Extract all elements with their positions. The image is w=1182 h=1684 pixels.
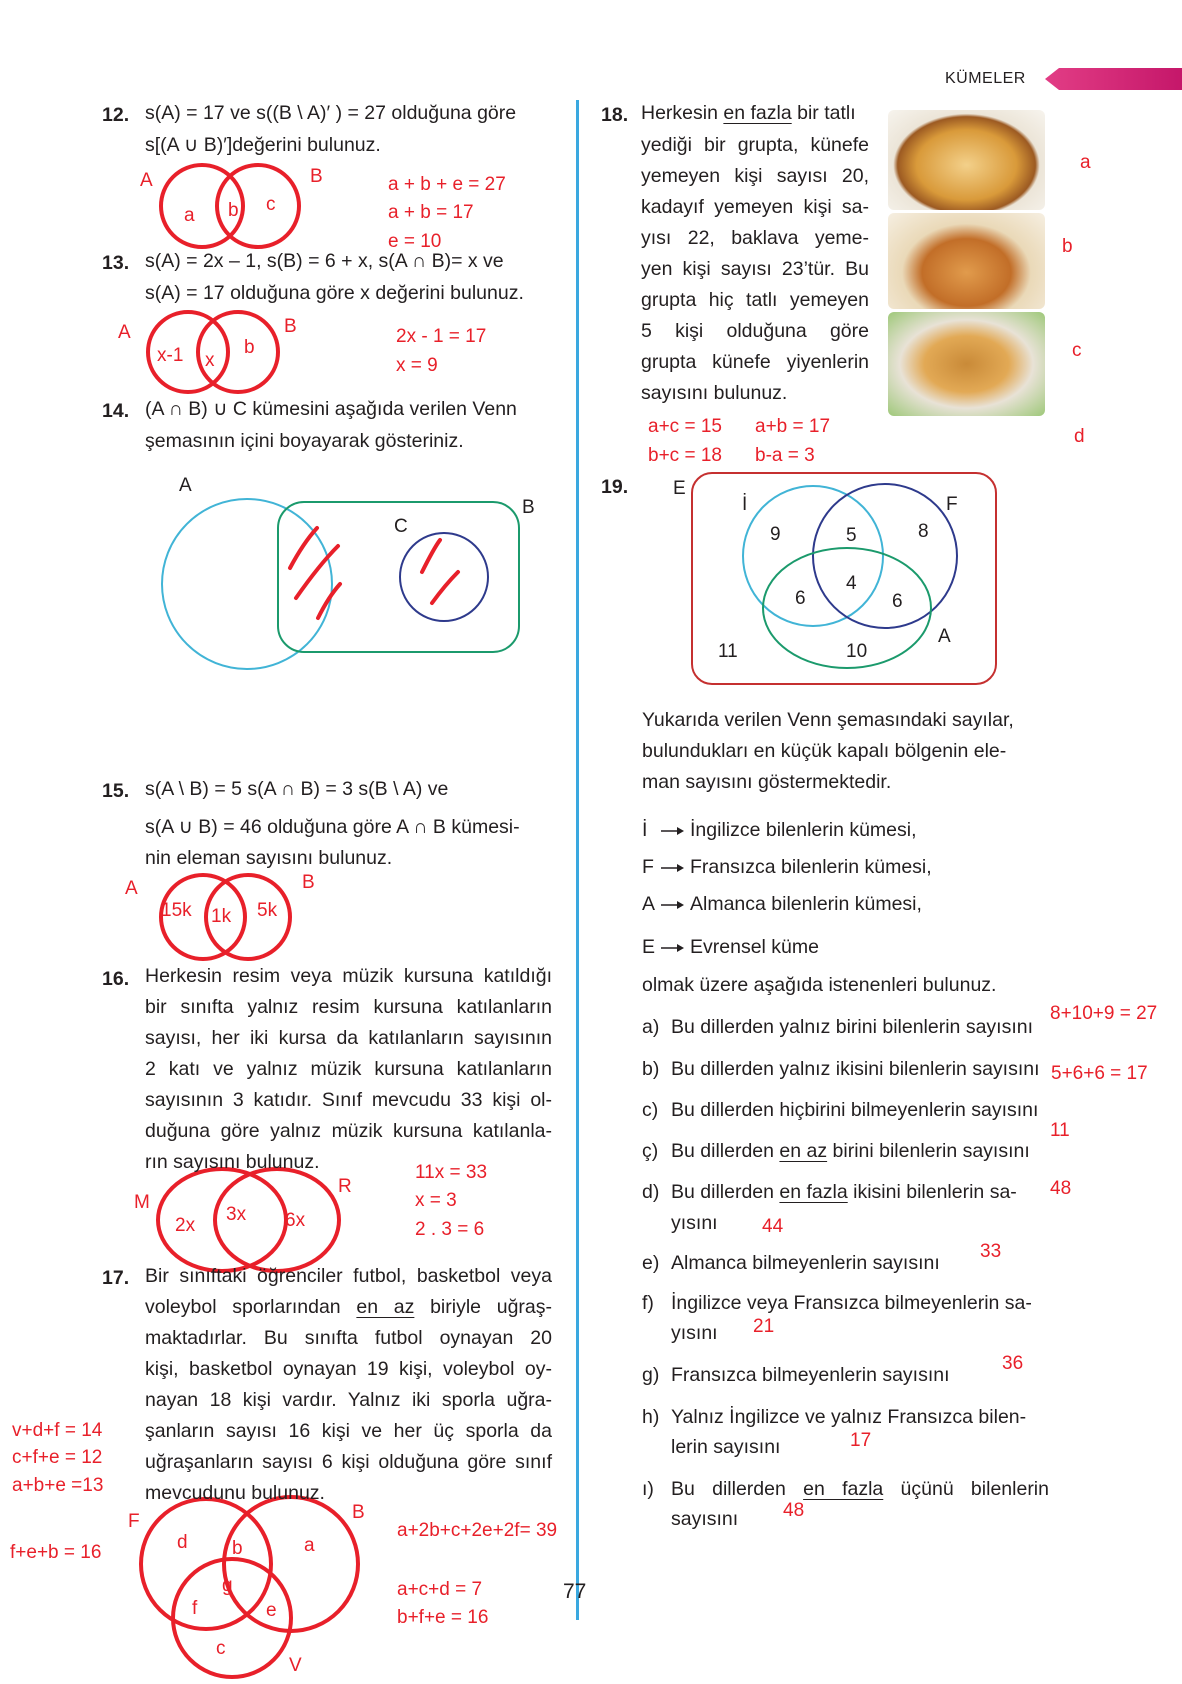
q12-hw-eq2: a + b = 17: [388, 202, 474, 223]
q19-item-h-line2: lerin sayısını: [671, 1436, 781, 1458]
q19-item-a-label: a): [642, 1016, 660, 1038]
q18-hw-eq1: a+c = 15: [648, 416, 722, 437]
q12-hw-region-a: a: [184, 205, 195, 226]
q17-hw-side-eq3: a+b+e =13: [12, 1475, 104, 1496]
definition-arrows: [661, 827, 684, 952]
q18-hw-mark-c: c: [1072, 340, 1082, 361]
q12-text-line1: s(A) = 17 ve s((B \ A)′ ) = 27 olduğuna göre: [145, 102, 517, 124]
q16-hw-region-2: 3x: [226, 1204, 247, 1225]
q19-label-set-f: F: [946, 494, 958, 515]
section-title: KÜMELER: [945, 70, 1026, 87]
q19-item-f-line1: İngilizce veya Fransızca bilmeyenlerin sa-: [671, 1292, 1032, 1314]
q17-hw-side-eq4: f+e+b = 16: [10, 1542, 102, 1563]
q16-text-line: rın sayısını bulunuz.: [145, 1151, 320, 1173]
q19-item-d-answer2: 44: [762, 1216, 784, 1237]
q19-value-all: 4: [846, 573, 857, 594]
q19-def-symbol: A: [642, 893, 656, 915]
q19-def-text: Almanca bilenlerin kümesi,: [690, 893, 922, 915]
q16-hw-eq3: 2 . 3 = 6: [415, 1219, 485, 1240]
q13-hw-set-a: A: [118, 322, 131, 343]
q13-hw-region-2: x: [205, 350, 215, 371]
q19-item-d-text: Bu dillerden en fazla ikisini bilenlerin sa-: [671, 1181, 1017, 1203]
q12-hw-eq3: e = 10: [388, 231, 442, 252]
q17-hw-eq1: a+2b+c+2e+2f= 39: [397, 1520, 558, 1541]
q15-hw-region-2: 1k: [211, 906, 232, 927]
q14-text-line2: şemasının içini boyayarak gösteriniz.: [145, 430, 464, 452]
q16-hw-region-3: 6x: [285, 1210, 306, 1231]
q18-text-line: yemeyen kişi sayısı 20,: [641, 165, 869, 187]
q19-desc-line2: bulundukları en küçük kapalı bölgenin ele-: [642, 740, 1007, 762]
q19-value-f-only: 8: [918, 521, 929, 542]
q17-text-line: voleybol sporlarından en az biriyle uğraş-: [145, 1296, 552, 1318]
q19-item-c-label: c): [642, 1099, 659, 1121]
q19-value-a-only: 10: [846, 641, 868, 662]
q19-value-outside: 11: [718, 641, 738, 662]
q19-value-i-a: 6: [795, 588, 806, 609]
q19-label-set-i: İ: [742, 494, 748, 515]
q19-item-cc-text: Bu dillerden en az birini bilenlerin sayısını: [671, 1140, 1030, 1162]
q18-hw-eq3: b+c = 18: [648, 445, 722, 466]
q13-hw-region-3: b: [244, 337, 255, 358]
q19-item-d-label: d): [642, 1181, 660, 1203]
q17-text-line: Bir sınıftaki öğrenciler futbol, basketbol veya: [145, 1265, 552, 1287]
q19-item-h-line1: Yalnız İngilizce ve yalnız Fransızca bilen-: [671, 1406, 1027, 1428]
q19-item-cc-label: ç): [642, 1140, 659, 1162]
q17-hw-region-c: c: [216, 1638, 226, 1659]
q13-hw-region-1: x-1: [157, 345, 184, 366]
q17-hw-set-b: B: [352, 1502, 365, 1523]
q19-def-text: Evrensel küme: [690, 936, 819, 958]
q13-hw-eq1: 2x - 1 = 17: [396, 326, 487, 347]
q19-item-a-answer: 8+10+9 = 27: [1050, 1003, 1158, 1024]
q19-underline-en-az: en az: [779, 1140, 828, 1162]
q19-label-set-a: A: [938, 626, 951, 647]
q17-hw-set-v: V: [289, 1655, 302, 1676]
q17-hw-region-g: g: [222, 1575, 233, 1596]
q18-text: [641, 130, 869, 409]
q17-text-line: şanların sayısı 16 kişi ve her üç sporla da: [145, 1420, 552, 1442]
q18-hw-eq4: b-a = 3: [755, 445, 815, 466]
q14-shading-strokes: [290, 528, 458, 618]
q18-text-line: grupta hiç tatlı yemeyen: [641, 289, 869, 311]
q19-item-h-label: h): [642, 1406, 660, 1428]
q18-text-line: grupta künefe yiyenlerin: [641, 351, 869, 373]
q18-text-line: yısı 22, baklava yeme-: [641, 227, 869, 249]
q18-text-line: sayısını bulunuz.: [641, 382, 788, 404]
q17-hw-region-a: a: [304, 1535, 315, 1556]
q19-item-f-label: f): [642, 1292, 654, 1314]
q18-text-line1: Herkesin en fazla bir tatlı: [641, 102, 856, 124]
q16-hw-set-m: M: [134, 1192, 150, 1213]
q13-hw-eq2: x = 9: [396, 355, 438, 376]
q16-number: 16.: [102, 968, 130, 990]
q16-text-line: sayısının 3 katıdır. Sınıf mevcudu 33 kişi ol-: [145, 1089, 552, 1111]
q19-item-i-label: ı): [642, 1478, 654, 1500]
q19-desc-line1: Yukarıda verilen Venn şemasındaki sayılar,: [642, 709, 1014, 731]
q19-value-i-only: 9: [770, 524, 781, 545]
q14-number: 14.: [102, 400, 130, 422]
q17-text-line: nayan 18 kişi vardır. Yalnız iki sporla uğra-: [145, 1389, 552, 1411]
q18-hw-mark-b: b: [1062, 236, 1073, 257]
q12-hw-eq1: a + b + e = 27: [388, 174, 506, 195]
q15-hw-region-3: 5k: [257, 900, 278, 921]
q17-text-line: maktadırlar. Bu sınıfta futbol oynayan 20: [145, 1327, 552, 1349]
q19-item-a-text: Bu dillerden yalnız birini bilenlerin sayısını: [671, 1016, 1034, 1038]
q19-item-i-line2: sayısını: [671, 1508, 739, 1530]
q19-def-symbol: F: [642, 856, 654, 878]
q16-text-line: bir sınıfta yalnız resim kursuna katılanların: [145, 996, 552, 1018]
kadayif-photo: [888, 312, 1045, 416]
q16-text-line: Herkesin resim veya müzik kursuna katıldığı: [145, 965, 552, 987]
q16-text-line: 2 katı ve yalnız müzik kursuna katılanların: [145, 1058, 552, 1080]
q13-text-line2: s(A) = 17 olduğuna göre x değerini bulunuz.: [145, 282, 524, 304]
q19-item-b-answer: 5+6+6 = 17: [1051, 1063, 1148, 1084]
kunefe-photo: [888, 110, 1045, 210]
q12-text-line2: s[(A ∪ B)′]değerini bulunuz.: [145, 134, 381, 156]
q19-item-i-answer: 48: [783, 1500, 805, 1521]
q15-text-line1: s(A \ B) = 5 s(A ∩ B) = 3 s(B \ A) ve: [145, 778, 449, 800]
q14-label-c: C: [394, 516, 408, 537]
q18-hw-eq2: a+b = 17: [755, 416, 831, 437]
q19-def-symbol: İ: [642, 819, 648, 841]
q18-text-line: yediği bir grupta, künefe: [641, 134, 869, 156]
q17-underline-en-az: en az: [356, 1296, 415, 1318]
q19-item-d-answer1: 48: [1050, 1178, 1072, 1199]
q17-hw-eq2: a+c+d = 7: [397, 1579, 483, 1600]
q19-def-text: Fransızca bilenlerin kümesi,: [690, 856, 932, 878]
q19-def-symbol: E: [642, 936, 656, 958]
q18-hw-mark-a: a: [1080, 152, 1091, 173]
q17-text-line: kişi, basketbol oynayan 19 kişi, voleybol oy-: [145, 1358, 552, 1380]
q19-item-h-answer: 17: [850, 1430, 872, 1451]
q16-text-line: sayısı, her iki kursa da katılanların sayısının: [145, 1027, 552, 1049]
q18-text-line: yen kişi sayısı 23’tür. Bu: [641, 258, 869, 280]
q19-item-g-text: Fransızca bilmeyenlerin sayısını: [671, 1364, 950, 1386]
q19-item-f-line2: yısını: [671, 1322, 718, 1344]
q19-underline-en-fazla-d: en fazla: [779, 1181, 848, 1203]
q16-hw-eq2: x = 3: [415, 1190, 457, 1211]
baklava-photo: [888, 213, 1045, 309]
q16-text-line: duğuna göre yalnız müzik kursuna katılanla-: [145, 1120, 552, 1142]
q19-item-d-line2: yısını: [671, 1212, 718, 1234]
q12-number: 12.: [102, 104, 130, 126]
q17-hw-eq3: b+f+e = 16: [397, 1607, 489, 1628]
q12-hw-set-a: A: [140, 170, 153, 191]
q19-item-b-label: b): [642, 1058, 660, 1080]
q15-hw-region-1: 15k: [161, 900, 192, 921]
q16-hw-set-r: R: [338, 1176, 352, 1197]
q14-label-b: B: [522, 497, 535, 518]
q15-text-line2: s(A ∪ B) = 46 olduğuna göre A ∩ B kümesi-: [145, 816, 520, 838]
q19-item-e-label: e): [642, 1252, 660, 1274]
q17-hw-side-eq1: v+d+f = 14: [12, 1420, 103, 1441]
q17-hw-side-eq2: c+f+e = 12: [12, 1447, 103, 1468]
q19-item-i-line1: Bu dillerden en fazla üçünü bilenlerin: [671, 1478, 1049, 1500]
q19-desc-line3: man sayısını göstermektedir.: [642, 771, 892, 793]
q14-set-c-circle: [400, 533, 488, 621]
q19-item-e-answer: 33: [980, 1241, 1002, 1262]
q19-def-text: İngilizce bilenlerin kümesi,: [690, 819, 917, 841]
q14-text-line1: (A ∩ B) ∪ C kümesini aşağıda verilen Venn: [145, 398, 517, 420]
q17-hw-region-e: e: [266, 1600, 277, 1621]
q19-item-b-text: Bu dillerden yalnız ikisini bilenlerin sayısını: [671, 1058, 1040, 1080]
q19-label-universe: E: [673, 478, 686, 499]
q19-set-f-circle: [813, 484, 957, 628]
q12-hw-region-b: b: [228, 200, 239, 221]
q18-hw-mark-d: d: [1074, 426, 1085, 447]
q15-hw-set-b: B: [302, 872, 315, 893]
q16-text: [145, 961, 552, 1178]
q17-hw-region-f: f: [192, 1598, 198, 1619]
q19-item-c-text: Bu dillerden hiçbirini bilmeyenlerin sayısını: [671, 1099, 1039, 1121]
q18-underline-en-fazla: en fazla: [723, 102, 792, 124]
q13-hw-set-b: B: [284, 316, 297, 337]
q19-item-g-answer: 36: [1002, 1353, 1024, 1374]
q19-underline-en-fazla-i: en fazla: [803, 1478, 884, 1500]
q18-number: 18.: [601, 104, 629, 126]
q15-number: 15.: [102, 780, 130, 802]
q17-text: [145, 1261, 552, 1509]
q19-number: 19.: [601, 476, 629, 498]
q17-text-line: mevcudunu bulunuz.: [145, 1482, 325, 1504]
q18-text-line: 5 kişi olduğuna göre: [641, 320, 869, 342]
q13-text-line1: s(A) = 2x – 1, s(B) = 6 + x, s(A ∩ B)= x ve: [145, 250, 504, 272]
q17-text-line: uğraşanların sayısı 6 kişi olduğuna göre sınıf: [145, 1451, 552, 1473]
q17-number: 17.: [102, 1267, 130, 1289]
q17-hw-region-d: d: [177, 1532, 188, 1553]
q19-item-f-answer: 21: [753, 1316, 775, 1337]
page-number: 77: [563, 1580, 587, 1603]
q17-hw-set-f: F: [128, 1511, 140, 1532]
q18-text-line: kadayıf yemeyen kişi sa-: [641, 196, 869, 218]
q15-text-line3: nin eleman sayısını bulunuz.: [145, 847, 393, 869]
q17-hw-region-b: b: [232, 1538, 243, 1559]
q19-item-e-text: Almanca bilmeyenlerin sayısını: [671, 1252, 940, 1274]
q15-hw-set-a: A: [125, 878, 138, 899]
q14-label-a: A: [179, 475, 192, 496]
q19-value-f-a: 6: [892, 591, 903, 612]
q19-item-g-label: g): [642, 1364, 660, 1386]
q16-hw-region-1: 2x: [175, 1215, 196, 1236]
q12-hw-region-c: c: [266, 194, 276, 215]
q19-instruction: olmak üzere aşağıda istenenleri bulunuz.: [642, 974, 997, 996]
q16-hw-eq1: 11x = 33: [415, 1162, 488, 1183]
q13-number: 13.: [102, 252, 130, 274]
q12-hw-set-b: B: [310, 166, 323, 187]
q19-value-i-f: 5: [846, 525, 857, 546]
q19-item-c-answer: 11: [1050, 1120, 1070, 1141]
